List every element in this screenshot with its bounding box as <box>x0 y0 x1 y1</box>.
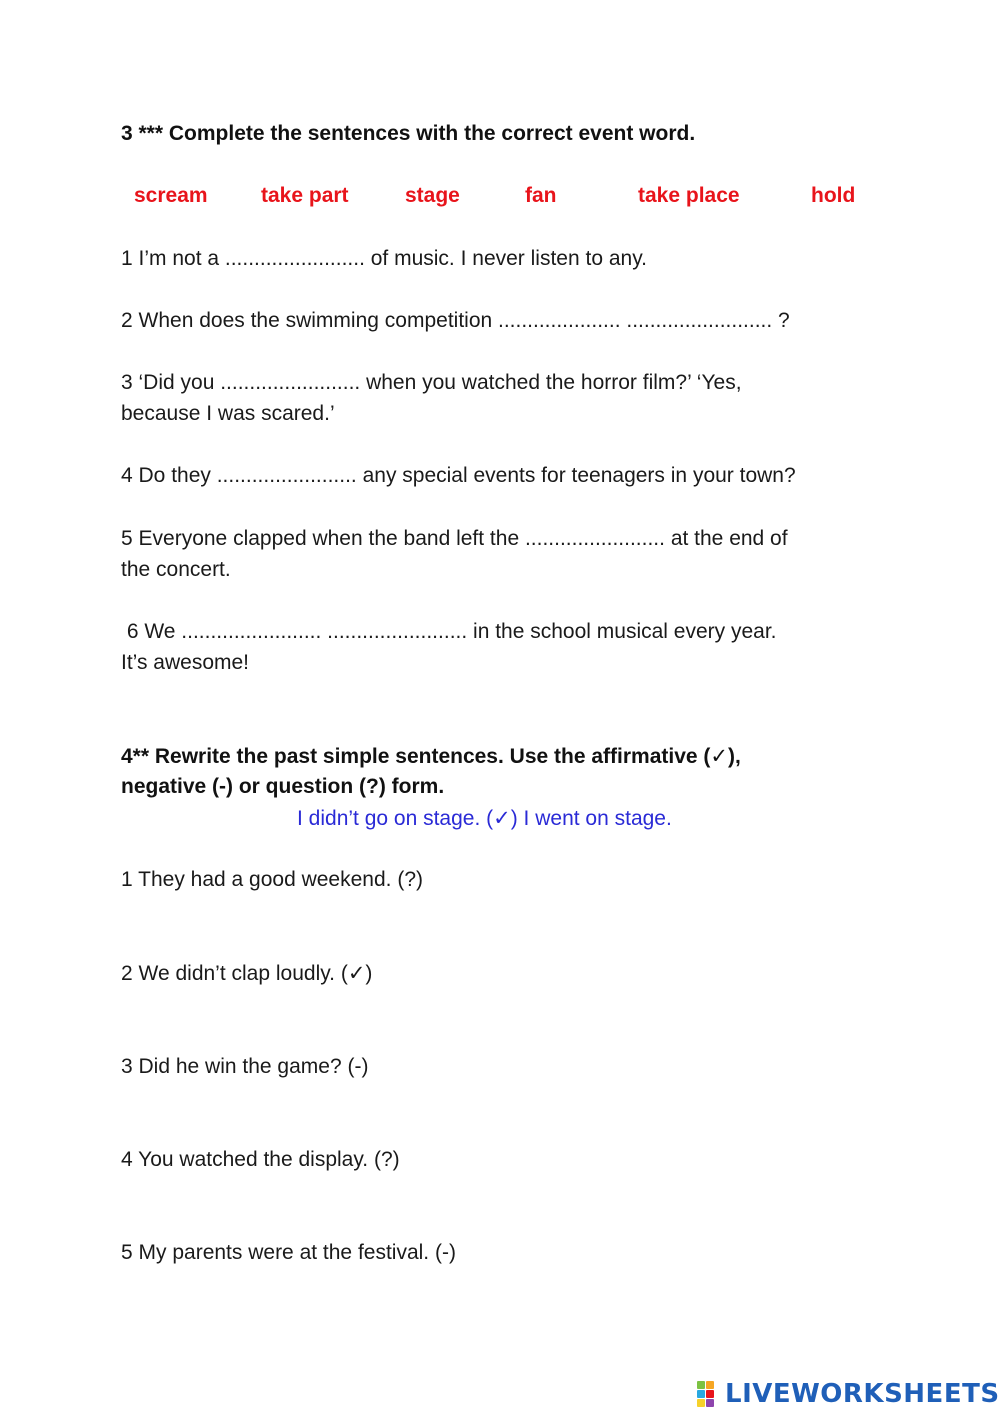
word-bank-item: fan <box>525 184 557 207</box>
exercise-3-sentence-1: 1 I’m not a ........................ of music. I never listen to any. <box>121 247 647 270</box>
exercise-4-heading-cont: negative (-) or question (?) form. <box>121 775 445 798</box>
exercise-3-sentence-5-cont: the concert. <box>121 558 231 581</box>
word-bank-item: scream <box>134 184 208 207</box>
liveworksheets-logo-text: LIVEWORKSHEETS <box>725 1379 1000 1409</box>
liveworksheets-logo-icon <box>697 1379 723 1409</box>
exercise-3-sentence-3-cont: because I was scared.’ <box>121 402 335 425</box>
exercise-4-sentence-5: 5 My parents were at the festival. (-) <box>121 1241 456 1264</box>
exercise-3-sentence-2: 2 When does the swimming competition ..................... ......................... ? <box>121 309 790 332</box>
exercise-3-sentence-6: 6 We ........................ ........................ in the school musical every year. <box>121 620 777 643</box>
exercise-4-heading: 4** Rewrite the past simple sentences. Use the affirmative (✓), <box>121 745 741 768</box>
word-bank-item: take place <box>638 184 740 207</box>
exercise-3-sentence-3: 3 ‘Did you ........................ when you watched the horror film?’ ‘Yes, <box>121 371 742 394</box>
word-bank-item: hold <box>811 184 856 207</box>
exercise-4-example: I didn’t go on stage. (✓) I went on stage. <box>297 807 672 830</box>
word-bank-item: take part <box>261 184 349 207</box>
exercise-4-sentence-4: 4 You watched the display. (?) <box>121 1148 400 1171</box>
exercise-4-sentence-2: 2 We didn’t clap loudly. (✓) <box>121 962 373 985</box>
exercise-3-sentence-5: 5 Everyone clapped when the band left the ........................ at the end of <box>121 527 788 550</box>
exercise-3-sentence-6-cont: It’s awesome! <box>121 651 249 674</box>
exercise-3-heading: 3 *** Complete the sentences with the correct event word. <box>121 122 696 145</box>
exercise-3-sentence-4: 4 Do they ........................ any special events for teenagers in your town? <box>121 464 796 487</box>
exercise-4-sentence-3: 3 Did he win the game? (-) <box>121 1055 369 1078</box>
word-bank-item: stage <box>405 184 460 207</box>
exercise-4-sentence-1: 1 They had a good weekend. (?) <box>121 868 423 891</box>
liveworksheets-logo <box>697 1377 1000 1411</box>
